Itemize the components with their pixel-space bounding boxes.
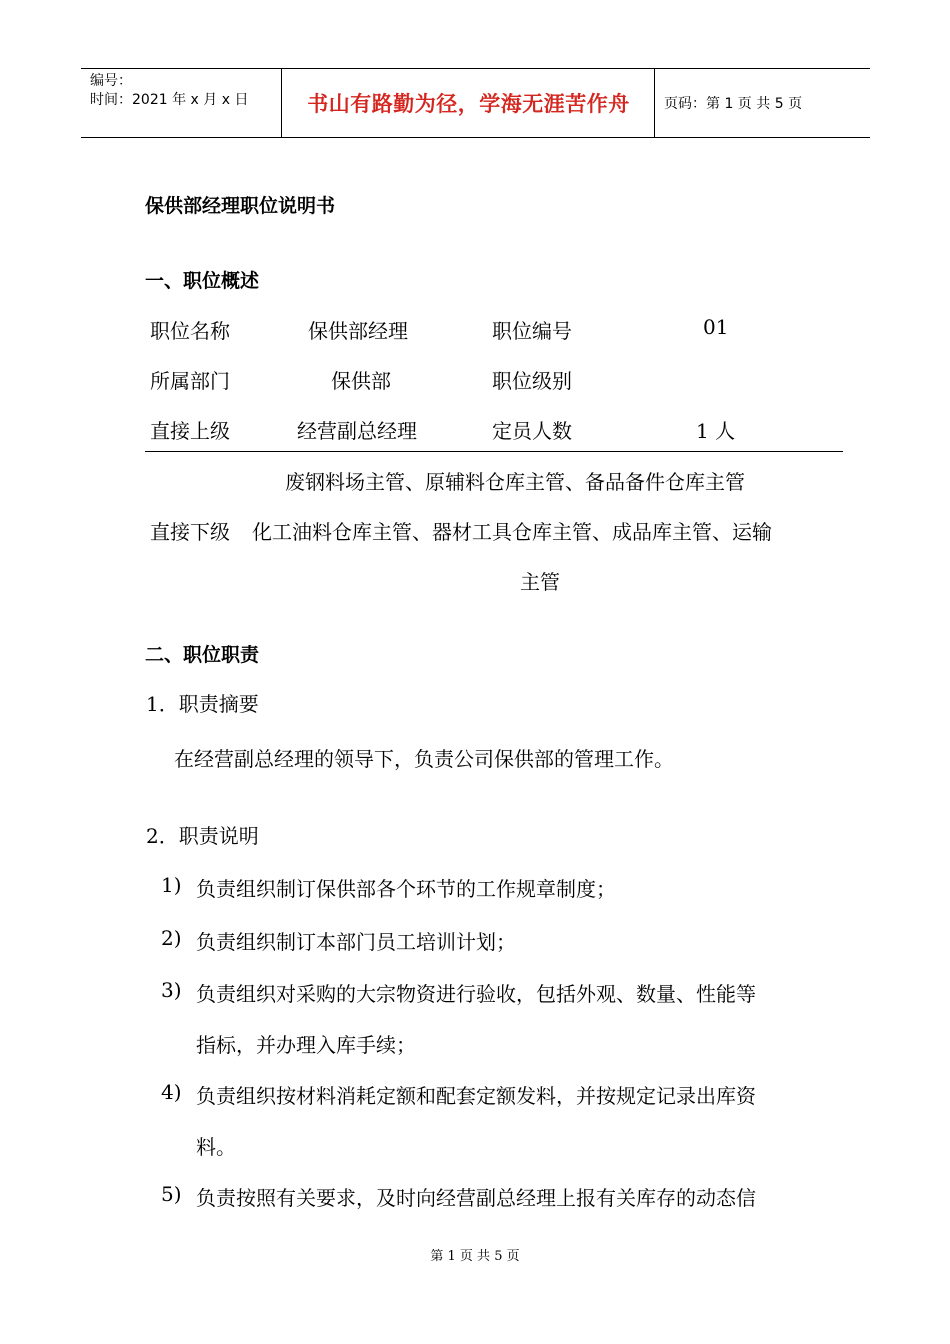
cell-value: 01 <box>703 315 729 339</box>
header-page-info: 页码：第 1 页 共 5 页 <box>664 96 803 112</box>
list-item: 负责组织制订本部门员工培训计划； <box>196 930 516 954</box>
summary-text: 在经营副总经理的领导下，负责公司保供部的管理工作。 <box>174 747 674 771</box>
item-number: 2) <box>161 926 182 950</box>
subordinates-line: 化工油料仓库主管、器材工具仓库主管、成品库主管、运输 <box>252 520 772 544</box>
document-header <box>81 68 870 138</box>
header-meta <box>81 69 282 137</box>
item-number: 3) <box>161 978 182 1002</box>
list-item-continued: 料。 <box>196 1135 236 1159</box>
subordinates-label: 直接下级 <box>150 520 230 544</box>
list-item: 负责按照有关要求，及时向经营副总经理上报有关库存的动态信 <box>196 1186 756 1210</box>
item-number: 4) <box>161 1080 182 1104</box>
list-item: 负责组织制订保供部各个环节的工作规章制度； <box>196 877 616 901</box>
document-title: 保供部经理职位说明书 <box>145 195 336 217</box>
page-footer: 第 1 页 共 5 页 <box>430 1249 520 1264</box>
cell-label: 定员人数 <box>492 419 572 443</box>
cell-label: 职位名称 <box>150 319 230 343</box>
section-heading-duties: 二、职位职责 <box>145 644 260 666</box>
cell-value: 经营副总经理 <box>297 419 417 443</box>
detail-heading: 2．职责说明 <box>146 824 259 848</box>
number-label: 编号： <box>90 73 132 89</box>
subordinates-line: 主管 <box>520 570 560 594</box>
cell-label: 所属部门 <box>150 369 230 393</box>
list-item: 负责组织按材料消耗定额和配套定额发料，并按规定记录出库资 <box>196 1084 756 1108</box>
subordinates-line: 废钢料场主管、原辅料仓库主管、备品备件仓库主管 <box>285 470 745 494</box>
table-divider <box>145 451 843 452</box>
cell-value: 1 人 <box>696 419 736 443</box>
item-number: 5) <box>161 1182 182 1206</box>
cell-label: 职位编号 <box>492 319 572 343</box>
summary-heading: 1．职责摘要 <box>146 692 259 716</box>
time-label: 时间：2021 年 x 月 x 日 <box>90 92 249 108</box>
cell-value: 保供部 <box>331 369 391 393</box>
list-item: 负责组织对采购的大宗物资进行验收，包括外观、数量、性能等 <box>196 982 756 1006</box>
cell-value: 保供部经理 <box>308 319 408 343</box>
section-heading-overview: 一、职位概述 <box>145 270 260 292</box>
item-number: 1) <box>161 873 182 897</box>
cell-label: 职位级别 <box>492 369 572 393</box>
cell-label: 直接上级 <box>150 419 230 443</box>
header-motto: 书山有路勤为径，学海无涯苦作舟 <box>283 69 655 137</box>
list-item-continued: 指标，并办理入库手续； <box>196 1033 416 1057</box>
